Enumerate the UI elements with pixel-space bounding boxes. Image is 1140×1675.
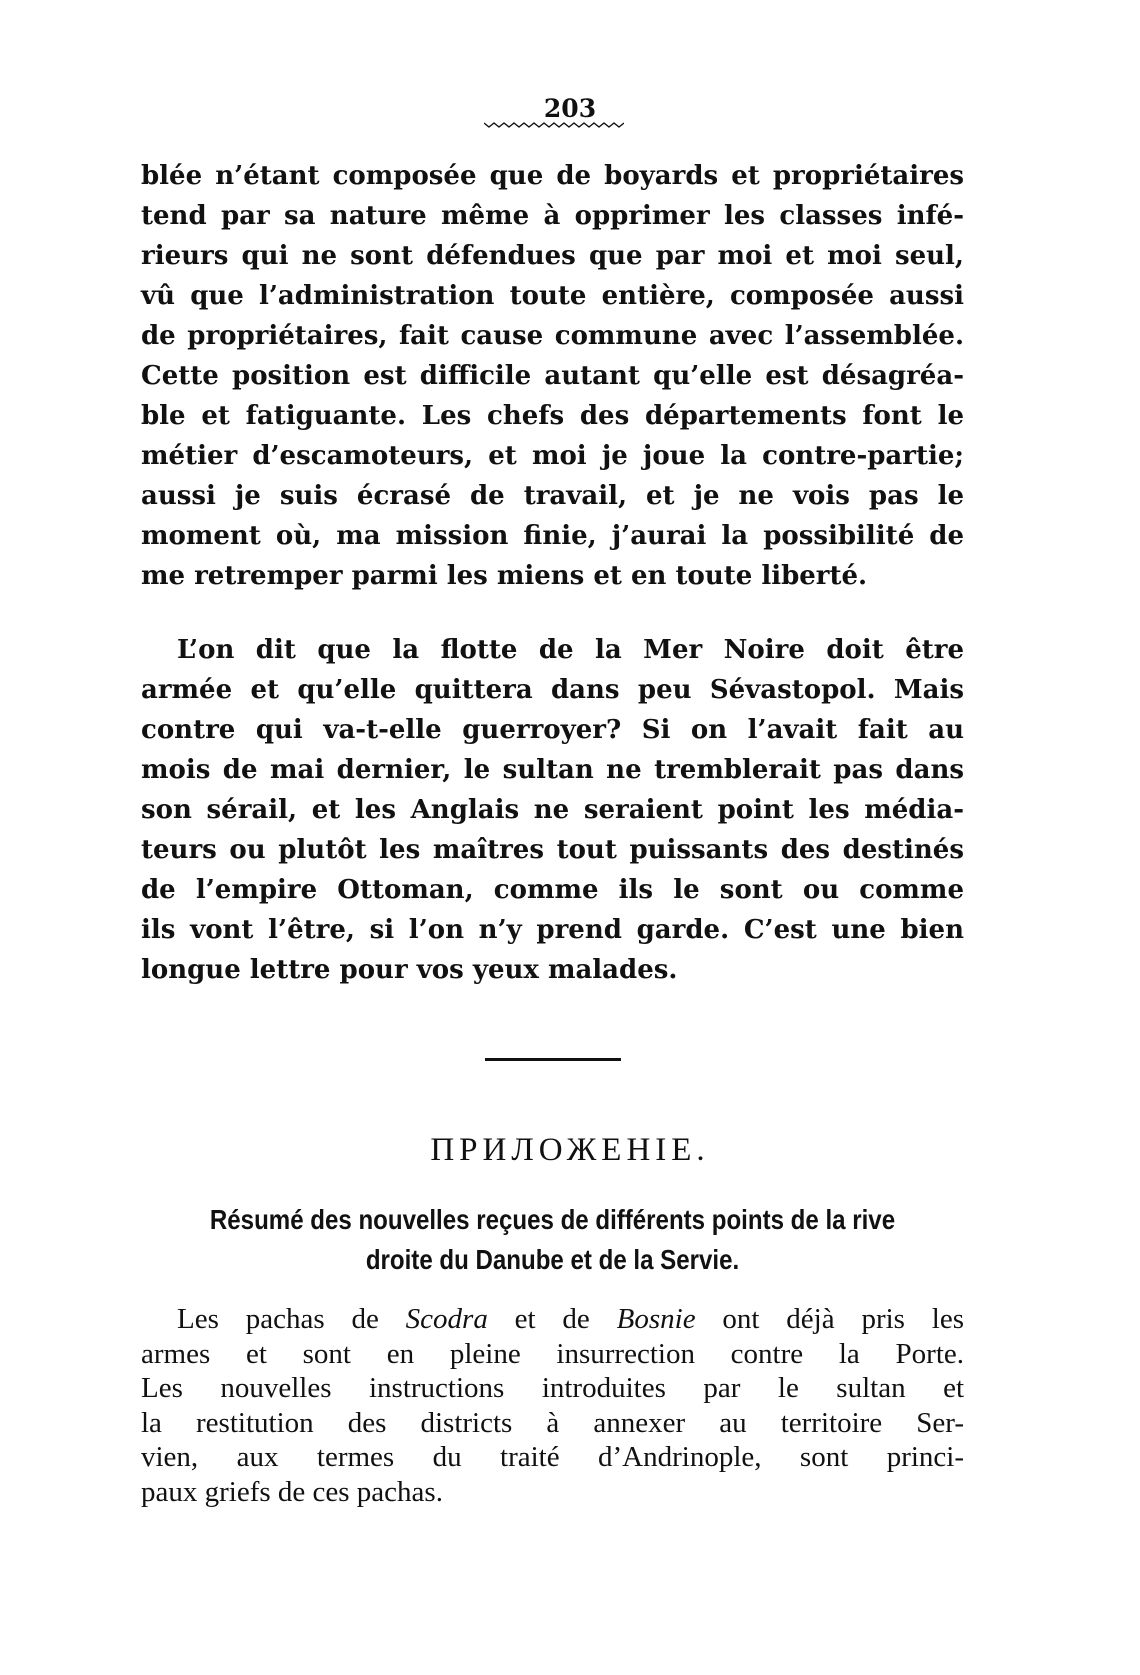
text-line: tend par sa nature même à opprimer les classes infé- <box>141 201 964 231</box>
text-line: paux griefs de ces pachas. <box>141 1475 443 1508</box>
appendix-heading: ПРИЛОЖЕНIЕ. <box>430 1132 710 1168</box>
letter-paragraph-1 <box>141 156 964 596</box>
text-line: de propriétaires, fait cause commune avec l’assemblée. <box>141 321 964 351</box>
text-line: L’on dit que la flotte de la Mer Noire doit être <box>177 635 964 665</box>
text-line: son sérail, et les Anglais ne seraient point les média- <box>141 795 964 825</box>
text-line: armes et sont en pleine insurrection contre la Porte. <box>141 1337 964 1370</box>
place-name: Bosnie <box>616 1303 696 1335</box>
text-line: contre qui va-t-elle guerroyer? Si on l’avait fait au <box>141 715 964 745</box>
text-segment: ont déjà pris les <box>695 1303 964 1335</box>
text-line: Les nouvelles instructions introduites par le sultan et <box>141 1372 964 1404</box>
subtitle-line: droite du Danube et de la Servie. <box>365 1244 740 1275</box>
section-divider <box>485 1058 621 1061</box>
text-line: mois de mai dernier, le sultan ne tremblerait pas dans <box>141 755 964 785</box>
text-segment: Les pachas de <box>177 1303 406 1335</box>
text-line: aussi je suis écrasé de travail, et je ne vois pas le <box>141 481 964 511</box>
letter-paragraph-2 <box>141 630 964 990</box>
text-line: me retremper parmi les miens et en toute liberté. <box>141 561 868 591</box>
subtitle-line: Résumé des nouvelles reçues de différents points de la rive <box>209 1204 896 1235</box>
text-line <box>141 1302 964 1337</box>
place-name: Scodra <box>405 1303 488 1335</box>
text-line: armée et qu’elle quittera dans peu Sévastopol. Mais <box>141 675 964 705</box>
appendix-paragraph <box>141 1302 964 1509</box>
text-line: rieurs qui ne sont défendues que par moi et moi seul, <box>141 241 964 271</box>
text-line: ble et fatiguante. Les chefs des départements font le <box>141 401 964 431</box>
text-line: vien, aux termes du traité d’Andrinople, sont princi- <box>141 1441 964 1473</box>
text-line: blée n’étant composée que de boyards et propriétaires <box>141 161 964 191</box>
text-line: moment où, ma mission finie, j’aurai la possibilité de <box>141 521 964 551</box>
appendix-subtitle <box>199 1200 907 1280</box>
text-line: teurs ou plutôt les maîtres tout puissants des destinés <box>141 835 964 865</box>
text-line: Cette position est difficile autant qu’elle est désagréa- <box>141 361 964 391</box>
text-line: vû que l’administration toute entière, composée aussi <box>141 281 964 311</box>
text-line: ils vont l’être, si l’on n’y prend garde. C’est une bien <box>141 915 964 945</box>
page-number-ornament <box>484 120 624 130</box>
text-line: longue lettre pour vos yeux malades. <box>141 955 678 985</box>
text-segment: et de <box>487 1303 617 1335</box>
page-number: 203 <box>543 94 597 123</box>
text-line: métier d’escamoteurs, et moi je joue la contre-partie; <box>141 441 964 471</box>
text-line: de l’empire Ottoman, comme ils le sont ou comme <box>141 875 964 905</box>
text-line: la restitution des districts à annexer au territoire Ser- <box>141 1406 964 1439</box>
